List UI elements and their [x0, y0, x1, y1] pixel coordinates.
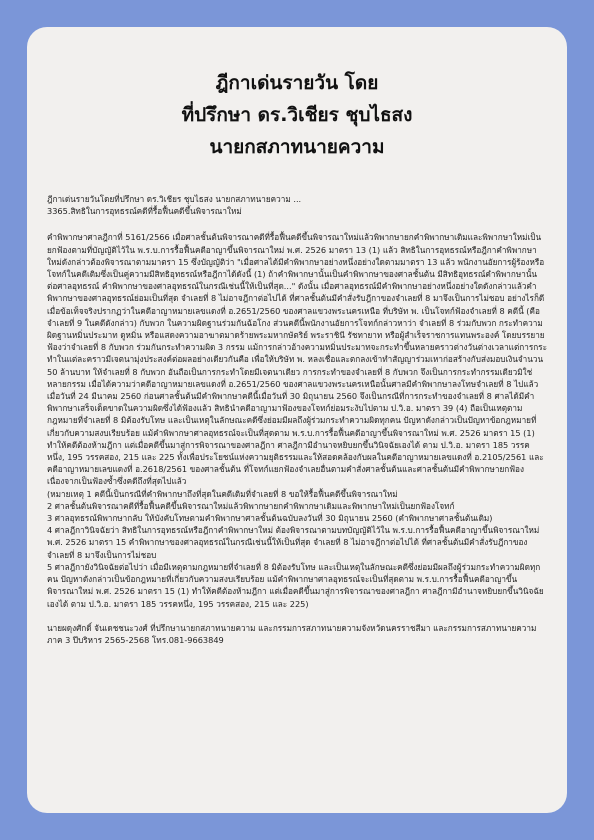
- author-footer: นายผดุงศักดิ์ จันเดชชนะวงศ์ ที่ปรึกษานายกสภาทนายความ และกรรมการสภาทนายความจังหวัดนครราชสีมา และกรรมการสภาทนายความภาค 3 ปีบริหาร 2565-2568 โทร.081-9663849: [47, 622, 537, 645]
- title-line-2: ที่ปรึกษา ดร.วิเชียร ชุบไธสง: [181, 104, 413, 126]
- intro-block: [47, 193, 547, 217]
- intro-line-2: 3365.สิทธิในการอุทธรณ์คดีที่รื้อฟื้นคดีขึ้นพิจารณาใหม่: [47, 206, 242, 217]
- title-line-3: นายกสภาทนายความ: [209, 136, 385, 158]
- page-title: [47, 67, 547, 163]
- note-item-4: 4 ศาลฎีกาวินิจฉัยว่า สิทธิในการอุทธรณ์หรือฎีกาคำพิพากษาใหม่ ต้องพิจารณาตามบทบัญญัติไว้ใน พ.ร.บ.การรื้อฟื้นคดีอาญาขึ้นพิจารณาใหม่ พ.ศ. 2526 มาตรา 15 คำพิพากษาของศาลอุทธรณ์ในกรณีเช่นนี้ให้เป็นที่สุด จำเลยที่ 8 ไม่อาจฎีกาต่อไปได้ ที่ศาลชั้นต้นมีคำสั่งรับฎีกาของจำเลยที่ 8 มาจึงเป็นการไม่ชอบ: [47, 525, 540, 560]
- note-item-1: (หมายเหตุ 1 คดีนี้เป็นกรณีที่คำพิพากษาถึงที่สุดในคดีเดิมที่จำเลยที่ 8 ขอให้รื้อฟื้นคดีขึ้นพิจารณาใหม่: [47, 488, 398, 499]
- note-item-5: 5 ศาลฎีกายังวินิจฉัยต่อไปว่า เมื่อมีเหตุตามกฎหมายที่จำเลยที่ 8 มิต้องรับโทษ และเป็นเหตุในลักษณะคดีซึ่งย่อมมีผลถึงผู้ร่วมกระทำความผิดทุกคน ปัญหาดังกล่าวเป็นข้อกฎหมายที่เกี่ยวกับความสงบเรียบร้อย แม้คำพิพากษาศาลอุทธรณ์จะเป็นที่สุดตาม พ.ร.บ.การรื้อฟื้นคดีอาญาขึ้นพิจารณาใหม่ พ.ศ. 2526 มาตรา 15 (1) ทำให้คดีต้องห้ามฎีกา แต่เมื่อคดีขึ้นมาสู่การพิจารณาของศาลฎีกา ศาลฎีกามีอำนาจหยิบยกขึ้นวินิจฉัยเองได้ ตาม ป.วิ.อ. มาตรา 185 วรรคหนึ่ง, 195 วรรคสอง, 215 และ 225): [47, 561, 544, 609]
- intro-line-1: ฎีกาเด่นรายวันโดยที่ปรึกษา ดร.วิเชียร ชุบไธสง นายกสภาทนายความ ...: [47, 194, 302, 204]
- content-card: [27, 27, 567, 813]
- note-item-3: 3 ศาลอุทธรณ์พิพากษากลับ ให้บังคับโทษตามคำพิพากษาศาลชั้นต้นฉบับลงวันที่ 30 มิถุนายน 2560 (คำพิพากษาศาลชั้นต้นเดิม): [47, 513, 493, 524]
- title-line-1: ฎีกาเด่นรายวัน โดย: [215, 72, 379, 94]
- judgment-body: [47, 231, 547, 609]
- judgment-paragraph: คำพิพากษาศาลฎีกาที่ 5161/2566 เมื่อศาลชั้นต้นพิจารณาคดีที่รื้อฟื้นคดีขึ้นพิจารณาใหม่แล้วพิพากษายกคำพิพากษาเดิมและพิพากษาใหม่เป็นยกฟ้องตามที่บัญญัติไว้ใน พ.ร.บ.การรื้อฟื้นคดีอาญาขึ้นพิจารณาใหม่ พ.ศ. 2526 มาตรา 13 (1) แล้ว สิทธิในการอุทธรณ์หรือฎีกาคำพิพากษาใหม่ดังกล่าวต้องพิจารณาตามมาตรา 15 ซึ่งบัญญัติว่า "เมื่อศาลได้มีคำพิพากษาอย่างหนึ่งอย่างใดตามมาตรา 13 แล้ว พนักงานอัยการผู้ร้องหรือโจทก์ในคดีเดิมซึ่งเป็นคู่ความมีสิทธิอุทธรณ์หรือฎีกาได้ดังนี้ (1) ถ้าคำพิพากษานั้นเป็นคำพิพากษาของศาลชั้นต้น มีสิทธิอุทธรณ์คำพิพากษานั้นต่อศาลอุทธรณ์ คำพิพากษาของศาลอุทธรณ์ในกรณีเช่นนี้ให้เป็นที่สุด..." ดังนั้น เมื่อศาลอุทธรณ์มีคำพิพากษาอย่างหนึ่งอย่างใดดังกล่าวแล้วคำพิพากษาของศาลอุทธรณ์ย่อมเป็นที่สุด จำเลยที่ 8 ไม่อาจฎีกาต่อไปได้ ที่ศาลชั้นต้นมีคำสั่งรับฎีกาของจำเลยที่ 8 มาจึงเป็นการไม่ชอบ อย่างไรก็ดี เมื่อข้อเท็จจริงปรากฏว่าในคดีอาญาหมายเลขแดงที่ อ.2651/2560 ของศาลแขวงพระนครเหนือ ที่บริษัท พ. เป็นโจทก์ฟ้องจำเลยที่ 8 คดีนี้ (คือจำเลยที่ 9 ในคดีดังกล่าว) กับพวก ในความผิดฐานร่วมกันฉ้อโกง ส่วนคดีนี้พนักงานอัยการโจทก์กล่าวหาว่า จำเลยที่ 8 ร่วมกับพวก กระทำความผิดฐานหมิ่นประมาท ดูหมิ่น หรือแสดงความอาฆาตมาดร้ายพระมหากษัตริย์ พระราชินี รัชทายาท หรือผู้สำเร็จราชการแทนพระองค์ โดยบรรยายฟ้องว่าจำเลยที่ 8 กับพวก ร่วมกันกระทำความผิด 3 กรรม แม้การกล่าวอ้างความหมิ่นประมาทจะกระทำขึ้นหลายคราวต่างวันต่างเวลาแต่การกระทำในแต่ละคราวมีเจตนามุ่งประสงค์ต่อผลอย่างเดียวกันคือ เพื่อให้บริษัท พ. หลงเชื่อและตกลงเข้าทำสัญญาร่วมเหาก่อสร้างกับส่งมอบเงินจำนวน 50 ล้านบาท ให้จำเลยที่ 8 กับพวก อันถือเป็นการกระทำโดยมีเจตนาเดียว การกระทำของจำเลยที่ 8 กับพวก จึงเป็นการกระทำกรรมเดียวมิใช่หลายกรรม เมื่อได้ความว่าคดีอาญาหมายเลขแดงที่ อ.2651/2560 ของศาลแขวงพระนครเหนือนั้นศาลมีคำพิพากษาลงโทษจำเลยที่ 8 ไปแล้วเมื่อวันที่ 24 มีนาคม 2560 ก่อนศาลชั้นต้นมีคำพิพากษาคดีนี้เมื่อวันที่ 30 มิถุนายน 2560 จึงเป็นกรณีที่การกระทำของจำเลยที่ 8 ศาลได้มีคำพิพากษาเสร็จเด็ดขาดในความผิดซึ่งได้ฟ้องแล้ว สิทธินำคดีอาญามาฟ้องของโจทก์ย่อมระงับไปตาม ป.วิ.อ. มาตรา 39 (4) ถือเป็นเหตุตามกฎหมายที่จำเลยที่ 8 มิต้องรับโทษ และเป็นเหตุในลักษณะคดีซึ่งย่อมมีผลถึงผู้ร่วมกระทำความผิดทุกคน ปัญหาดังกล่าวเป็นปัญหาข้อกฎหมายที่เกี่ยวกับความสงบเรียบร้อย แม้คำพิพากษาศาลอุทธรณ์จะเป็นที่สุดตาม พ.ร.บ.การรื้อฟื้นคดีอาญาขึ้นพิจารณาใหม่ พ.ศ. 2526 มาตรา 15 (1) ทำให้คดีต้องห้ามฎีกา แต่เมื่อคดีขึ้นมาสู่การพิจารณาของศาลฎีกา ศาลฎีกามีอำนาจหยิบยกขึ้นวินิจฉัยเองได้ ตาม ป.วิ.อ. มาตรา 185 วรรคหนึ่ง, 195 วรรคสอง, 215 และ 225 ทั้งเพื่อประโยชน์แห่งความยุติธรรมและให้สอดคล้องกับผลในคดีอาญาหมายเลขแดงที่ อ.2105/2561 และคดีอาญาหมายเลขแดงที่ อ.2618/2561 ของศาลชั้นต้น ที่โจทก์แยกฟ้องจำเลยอื่นตามคำสั่งศาลชั้นต้นและศาลชั้นต้นมีคำพิพากษายกฟ้องเนื่องจากเป็นฟ้องซ้ำซึ่งคดีถึงที่สุดไปแล้ว: [47, 232, 547, 487]
- note-item-2: 2 ศาลชั้นต้นพิจารณาคดีที่รื้อฟื้นคดีขึ้นพิจารณาใหม่แล้วพิพากษายกคำพิพากษาเดิมและพิพากษาใหม่เป็นยกฟ้องโจทก์: [47, 500, 455, 511]
- note-list: [47, 488, 547, 610]
